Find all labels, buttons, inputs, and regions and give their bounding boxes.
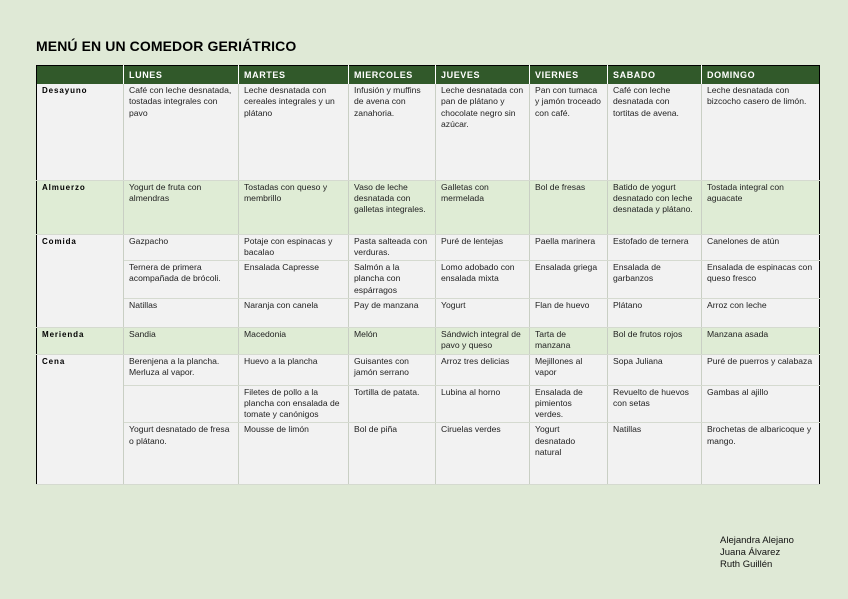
table-cell: Mousse de limón (239, 423, 349, 485)
table-cell: Lubina al horno (436, 385, 530, 423)
day-header: LUNES (124, 66, 239, 85)
day-header: SABADO (608, 66, 702, 85)
table-cell: Melón (349, 327, 436, 354)
table-cell: Tostadas con queso y membrillo (239, 180, 349, 234)
meal-label: Comida (37, 234, 124, 327)
day-header: MARTES (239, 66, 349, 85)
day-header: JUEVES (436, 66, 530, 85)
table-cell: Ensalada de garbanzos (608, 261, 702, 299)
day-header: MIERCOLES (349, 66, 436, 85)
table-row (37, 385, 820, 423)
table-cell: Filetes de pollo a la plancha con ensalada de tomate y canónigos (239, 385, 349, 423)
table-cell: Batido de yogurt desnatado con leche desnatada y plátano. (608, 180, 702, 234)
table-cell: Natillas (608, 423, 702, 485)
table-cell: Natillas (124, 298, 239, 327)
table-cell: Canelones de atún (702, 234, 820, 261)
table-cell: Café con leche desnatada, tostadas integrales con pavo (124, 84, 239, 180)
table-cell: Arroz con leche (702, 298, 820, 327)
table-cell: Yogurt (436, 298, 530, 327)
meal-label: Almuerzo (37, 180, 124, 234)
header-row (37, 66, 820, 85)
table-cell: Revuelto de huevos con setas (608, 385, 702, 423)
table-cell: Lomo adobado con ensalada mixta (436, 261, 530, 299)
table-cell: Estofado de ternera (608, 234, 702, 261)
table-cell: Bol de frutos rojos (608, 327, 702, 354)
meal-label: Desayuno (37, 84, 124, 180)
table-row (37, 423, 820, 485)
table-cell: Guisantes con jamón serrano (349, 354, 436, 385)
table-cell: Ensalada de espinacas con queso fresco (702, 261, 820, 299)
table-cell: Yogurt de fruta con almendras (124, 180, 239, 234)
table-cell: Yogurt desnatado de fresa o plátano. (124, 423, 239, 485)
table-cell: Pasta salteada con verduras. (349, 234, 436, 261)
menu-table (36, 65, 820, 485)
table-cell: Pay de manzana (349, 298, 436, 327)
table-cell: Bol de piña (349, 423, 436, 485)
table-cell: Yogurt desnatado natural (530, 423, 608, 485)
table-cell: Arroz tres delicias (436, 354, 530, 385)
table-cell: Potaje con espinacas y bacalao (239, 234, 349, 261)
table-cell: Galletas con mermelada (436, 180, 530, 234)
table-cell: Infusión y muffins de avena con zanahoria. (349, 84, 436, 180)
table-row (37, 234, 820, 261)
table-cell: Ensalada griega (530, 261, 608, 299)
table-cell: Pan con tumaca y jamón troceado con café. (530, 84, 608, 180)
table-cell: Huevo a la plancha (239, 354, 349, 385)
author-name: Ruth Guillén (720, 559, 773, 570)
meal-label: Merienda (37, 327, 124, 354)
table-cell: Mejillones al vapor (530, 354, 608, 385)
authors-block (720, 535, 794, 571)
table-cell: Leche desnatada con bizcocho casero de limón. (702, 84, 820, 180)
table-cell: Ciruelas verdes (436, 423, 530, 485)
table-row (37, 84, 820, 180)
page-title: MENÚ EN UN COMEDOR GERIÁTRICO (36, 38, 297, 54)
table-cell: Gazpacho (124, 234, 239, 261)
table-cell: Sándwich integral de pavo y queso (436, 327, 530, 354)
table-cell: Tortilla de patata. (349, 385, 436, 423)
table-cell (124, 385, 239, 423)
author-name: Juana Álvarez (720, 547, 781, 558)
table-row (37, 261, 820, 299)
table-cell: Leche desnatada con pan de plátano y chocolate negro sin azúcar. (436, 84, 530, 180)
table-cell: Café con leche desnatada con tortitas de avena. (608, 84, 702, 180)
meal-label: Cena (37, 354, 124, 485)
corner-header (37, 66, 124, 85)
table-row (37, 180, 820, 234)
table-cell: Tarta de manzana (530, 327, 608, 354)
table-cell: Ensalada de pimientos verdes. (530, 385, 608, 423)
day-header: VIERNES (530, 66, 608, 85)
table-cell: Manzana asada (702, 327, 820, 354)
table-cell: Paella marinera (530, 234, 608, 261)
table-cell: Vaso de leche desnatada con galletas integrales. (349, 180, 436, 234)
table-cell: Berenjena a la plancha. Merluza al vapor. (124, 354, 239, 385)
table-cell: Plátano (608, 298, 702, 327)
table-cell: Puré de lentejas (436, 234, 530, 261)
table-row (37, 327, 820, 354)
table-cell: Gambas al ajillo (702, 385, 820, 423)
table-cell: Sopa Juliana (608, 354, 702, 385)
table-cell: Salmón a la plancha con espárragos (349, 261, 436, 299)
table-row (37, 298, 820, 327)
table-cell: Ensalada Capresse (239, 261, 349, 299)
table-cell: Naranja con canela (239, 298, 349, 327)
table-cell: Flan de huevo (530, 298, 608, 327)
table-cell: Puré de puerros y calabaza (702, 354, 820, 385)
table-row (37, 354, 820, 385)
table-cell: Tostada integral con aguacate (702, 180, 820, 234)
table-cell: Ternera de primera acompañada de brócoli. (124, 261, 239, 299)
table-cell: Leche desnatada con cereales integrales y un plátano (239, 84, 349, 180)
table-cell: Bol de fresas (530, 180, 608, 234)
table-cell: Sandia (124, 327, 239, 354)
table-cell: Macedonia (239, 327, 349, 354)
table-cell: Brochetas de albaricoque y mango. (702, 423, 820, 485)
day-header: DOMINGO (702, 66, 820, 85)
author-name: Alejandra Alejano (720, 535, 794, 546)
